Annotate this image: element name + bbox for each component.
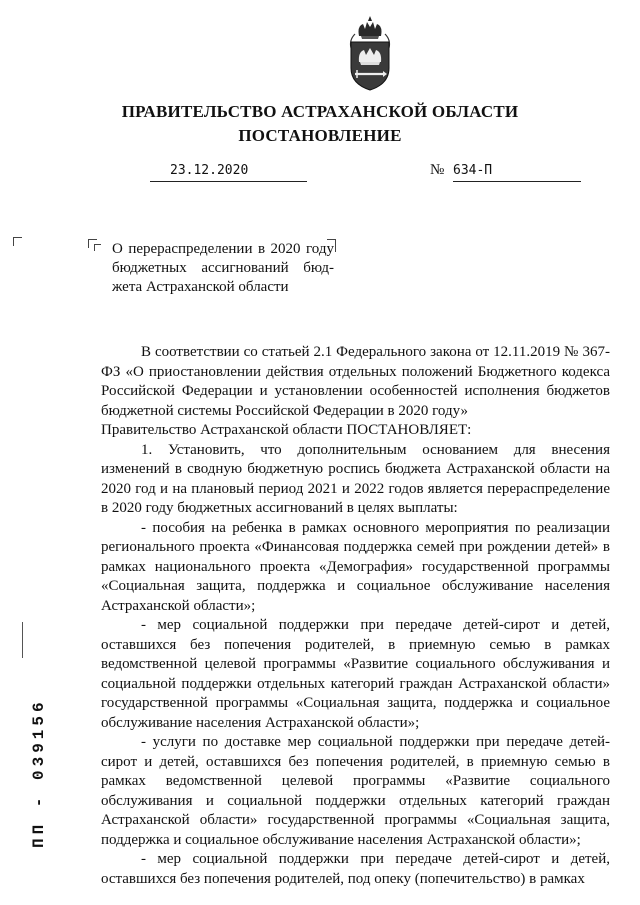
date-value: 23.12.2020	[170, 163, 249, 178]
document-type: ПОСТАНОВЛЕНИЕ	[238, 126, 402, 145]
list-item-paragraph: - мер социальной поддержки при передаче детей-сирот и детей, оставшихся без попечения родителей, в приемную семью в рамках ведомственной целевой программы «Развитие социального обслуживания и социальной поддержки отдельных категорий граждан Астраханской области» государственной программы «Социальная защита, поддержка и социальное обслуживание населения Астраханской области»;	[101, 617, 610, 731]
subject-line: О перераспределении в 2020 году	[112, 241, 334, 257]
document-body	[101, 343, 610, 889]
corner-mark	[13, 237, 22, 246]
clause-paragraph: 1. Установить, что дополнительным основанием для внесения изменений в сводную бюджетную роспись бюджета Астраханской области на 2020 год и на плановый период 2021 и 2022 годов является перераспределение в 2020 году бюджетных ассигнований в целях выплаты:	[101, 441, 610, 516]
issuer-title: ПРАВИТЕЛЬСТВО АСТРАХАНСКОЙ ОБЛАСТИ	[121, 102, 519, 121]
margin-mark	[22, 622, 23, 658]
subject-block	[112, 240, 334, 297]
list-item-paragraph: - мер социальной поддержки при передаче детей-сирот и детей, оставшихся без попечения родителей, под опеку (попечительство) в рамках	[101, 851, 610, 887]
resolution-line: Правительство Астраханской области ПОСТАНОВЛЯЕТ:	[101, 422, 472, 438]
form-serial-number: ПП - 039156	[30, 698, 48, 848]
list-item-paragraph: - пособия на ребенка в рамках основного мероприятия по реализации регионального проекта «Финансовая поддержка семей при рождении детей» в рамках национального проекта «Демография» государственной программы «Социальная защита, поддержка и социальное обслуживание населения Астраханской области»;	[101, 519, 610, 614]
list-item-paragraph: - услуги по доставке мер социальной поддержки при передаче детей-сирот и детей, оставшихся без попечения родителей, в приемную семью в рамках ведомственной целевой программы «Развитие социального обслуживания и социальной поддержки отдельных категорий граждан Астраханской области» государственной программы «Социальная защита, поддержка и социальное обслуживание населения Астраханской области»;	[101, 734, 610, 848]
number-value: 634-П	[453, 163, 493, 178]
corner-mark	[94, 244, 101, 251]
subject-line: жета Астраханской области	[112, 279, 289, 295]
date-field	[150, 163, 307, 182]
coat-of-arms-icon	[337, 12, 403, 92]
preamble-paragraph: В соответствии со статьей 2.1 Федерального закона от 12.11.2019 № 367-ФЗ «О приостановлении действия отдельных положений Бюджетного кодекса Российской Федерации и установлении особенностей исполнения бюджетов бюджетной системы Российской Федерации в 2020 году»	[101, 344, 610, 419]
number-field	[453, 163, 581, 182]
subject-line: бюджетных ассигнований бюд-	[112, 260, 334, 276]
number-label: №	[430, 162, 445, 178]
